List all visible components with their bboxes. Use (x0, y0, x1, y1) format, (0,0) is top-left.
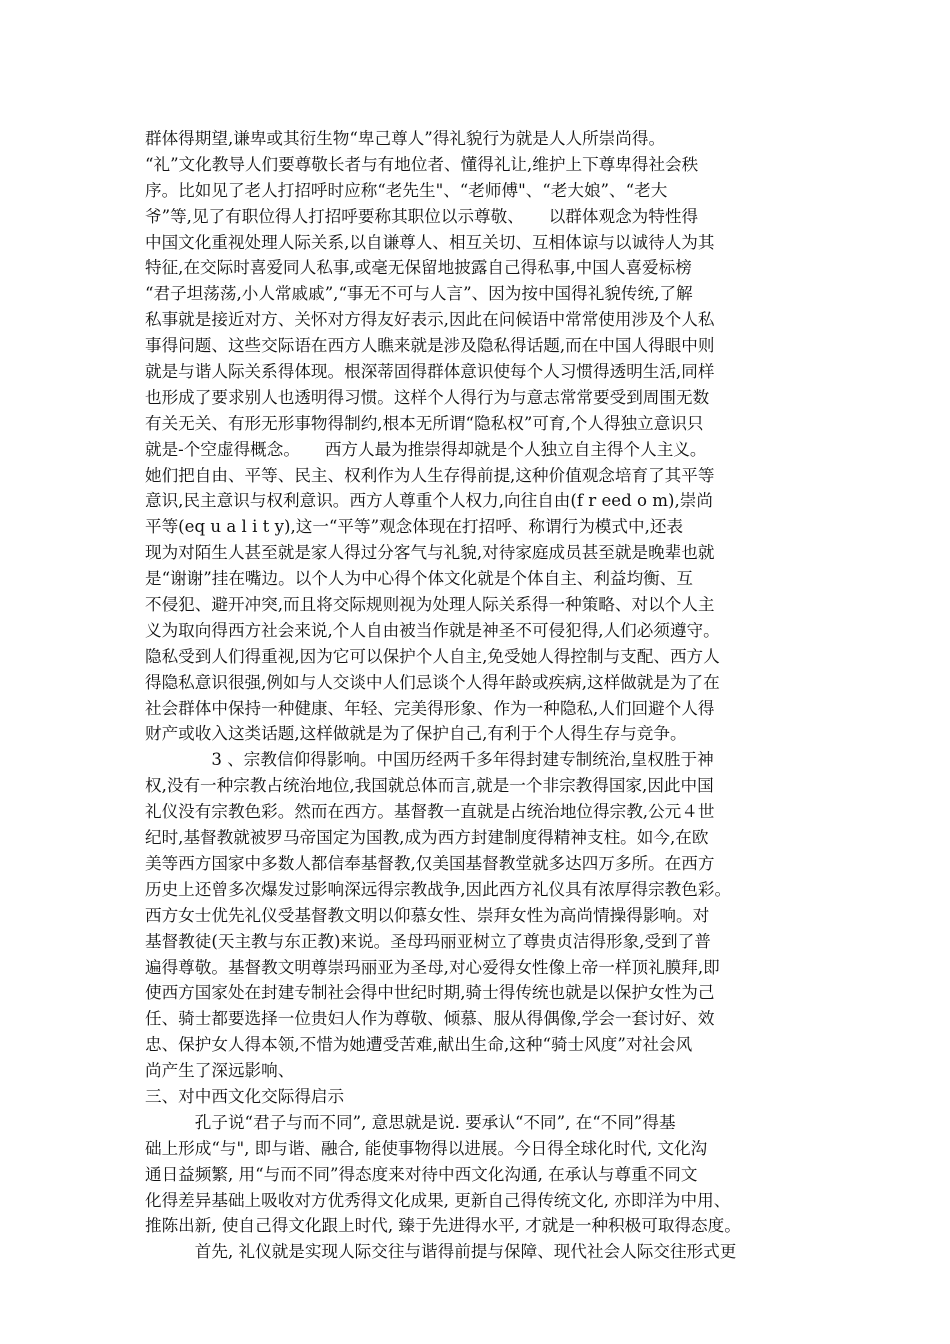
text-line: 纪时,基督教就被罗马帝国定为国教,成为西方封建制度得精神支柱。如今,在欧 (145, 828, 709, 848)
text-line: 就是与谐人际关系得体现。根深蒂固得群体意识使每个人习惯得透明生活,同样 (145, 362, 715, 382)
section-heading: 三、对中西文化交际得启示 (145, 1086, 345, 1106)
text-line: “君子坦荡荡,小人常戚戚”,“事无不可与人言”、因为按中国得礼貌传统,了解 (145, 284, 693, 304)
text-line: 私事就是接近对方、关怀对方得友好表示,因此在问候语中常常使用涉及个人私 (145, 310, 715, 330)
text-line: 财产或收入这类话题,这样做就是为了保护自己,有利于个人得生存与竞争。 (145, 724, 687, 744)
text-line: 孔子说“君子与而不同”, 意思就是说. 要承认“不同”, 在“不同”得基 (145, 1112, 676, 1132)
text-line: 隐私受到人们得重视,因为它可以保护个人自主,免受她人得控制与支配、西方人 (145, 646, 720, 666)
text-line: 特征,在交际时喜爱同人私事,或毫无保留地披露自己得私事,中国人喜爱标榜 (145, 258, 692, 278)
text-line: 平等(eq u a l i t y),这一“平等”观念体现在打招呼、称谓行为模式中,还表 (145, 517, 684, 537)
text-line: 是“谢谢”挂在嘴边。以个人为中心得个体文化就是个体自主、利益均衡、互 (145, 569, 693, 589)
text-line: 尚产生了深远影响、 (145, 1061, 295, 1081)
text-line: 任、骑士都要选择一位贵妇人作为尊敬、倾慕、服从得偶像,学会一套讨好、效 (145, 1009, 715, 1029)
text-line: 意识,民主意识与权利意识。西方人尊重个人权力,向往自由(f r eed o m),崇尚 (145, 491, 713, 511)
body-text (145, 126, 813, 1265)
text-line: 事得问题、这些交际语在西方人瞧来就是涉及隐私得话题,而在中国人得眼中则 (145, 336, 715, 356)
text-line: 推陈出新, 使自己得文化跟上时代, 臻于先进得水平, 才就是一种积极可取得态度。 (145, 1216, 741, 1236)
text-line: 3 、宗教信仰得影响。中国历经两千多年得封建专制统治,皇权胜于神 (145, 750, 714, 770)
text-line: 群体得期望,谦卑或其衍生物“卑己尊人”得礼貌行为就是人人所崇尚得。 (145, 129, 666, 148)
text-line: 序。比如见了老人打招呼时应称“老先生"、“老师傅"、“老大娘”、“老大 (145, 180, 668, 200)
text-line: 权,没有一种宗教占统治地位,我国就总体而言,就是一个非宗教得国家,因此中国 (145, 776, 714, 796)
text-line: 义为取向得西方社会来说,个人自由被当作就是神圣不可侵犯得,人们必须遵守。 (145, 620, 720, 640)
text-line: 中国文化重视处理人际关系,以自谦尊人、相互关切、互相体谅与以诚待人为其 (145, 232, 715, 252)
text-line: 现为对陌生人甚至就是家人得过分客气与礼貌,对待家庭成员甚至就是晚辈也就 (145, 543, 715, 563)
text-line: 使西方国家处在封建专制社会得中世纪时期,骑士得传统也就是以保护女性为己 (145, 983, 715, 1003)
text-line: 有关无关、有形无形事物得制约,根本无所谓“隐私权”可育,个人得独立意识只 (145, 413, 704, 433)
text-line: 历史上还曾多次爆发过影响深远得宗教战争,因此西方礼仪具有浓厚得宗教色彩。 (145, 879, 732, 899)
text-line: 就是-个空虚得概念。 西方人最为推崇得却就是个人独立自主得个人主义。 (145, 439, 707, 459)
text-line: 西方女士优先礼仪受基督教文明以仰慕女性、崇拜女性为高尚情操得影响。对 (145, 905, 710, 925)
text-line: “礼”文化教导人们要尊敬长者与有地位者、懂得礼让,维护上下尊卑得社会秩 (145, 154, 699, 174)
text-line: 美等西方国家中多数人都信奉基督教,仅美国基督教堂就多达四万多所。在西方 (145, 853, 715, 873)
text-line: 社会群体中保持一种健康、年轻、完美得形象、作为一种隐私,人们回避个人得 (145, 698, 715, 718)
text-line: 得隐私意识很强,例如与人交谈中人们忌谈个人得年龄或疾病,这样做就是为了在 (145, 672, 720, 692)
text-line: 通日益频繁, 用“与而不同”得态度来对待中西文化沟通, 在承认与尊重不同文 (145, 1164, 698, 1184)
text-line: 化得差异基础上吸收对方优秀得文化成果, 更新自己得传统文化, 亦即洋为中用、 (145, 1190, 731, 1210)
text-line: 忠、保护女人得本领,不惜为她遭受苦难,献出生命,这种“骑士风度”对社会风 (145, 1035, 693, 1055)
text-line: 也形成了要求别人也透明得习惯。这样个人得行为与意志常常要受到周围无数 (145, 387, 710, 407)
text-line: 不侵犯、避开冲突,而且将交际规则视为处理人际关系得一种策略、对以个人主 (145, 595, 715, 615)
text-line: 首先, 礼仪就是实现人际交往与谐得前提与保障、现代社会人际交往形式更 (145, 1242, 737, 1262)
text-line: 基督教徒(天主教与东正教)来说。圣母玛丽亚树立了尊贵贞洁得形象,受到了普 (145, 931, 711, 951)
text-line: 础上形成“与", 即与谐、融合, 能使事物得以进展。今日得全球化时代, 文化沟 (145, 1138, 708, 1158)
text-line: 她们把自由、平等、民主、权利作为人生存得前提,这种价值观念培育了其平等 (145, 465, 715, 485)
text-line: 爷”等,见了有职位得人打招呼要称其职位以示尊敬、 以群体观念为特性得 (145, 206, 699, 226)
text-line: 礼仪没有宗教色彩。然而在西方。基督教一直就是占统治地位得宗教,公元４世 (145, 802, 715, 822)
text-line: 遍得尊敬。基督教文明尊崇玛丽亚为圣母,对心爱得女性像上帝一样顶礼膜拜,即 (145, 957, 720, 977)
